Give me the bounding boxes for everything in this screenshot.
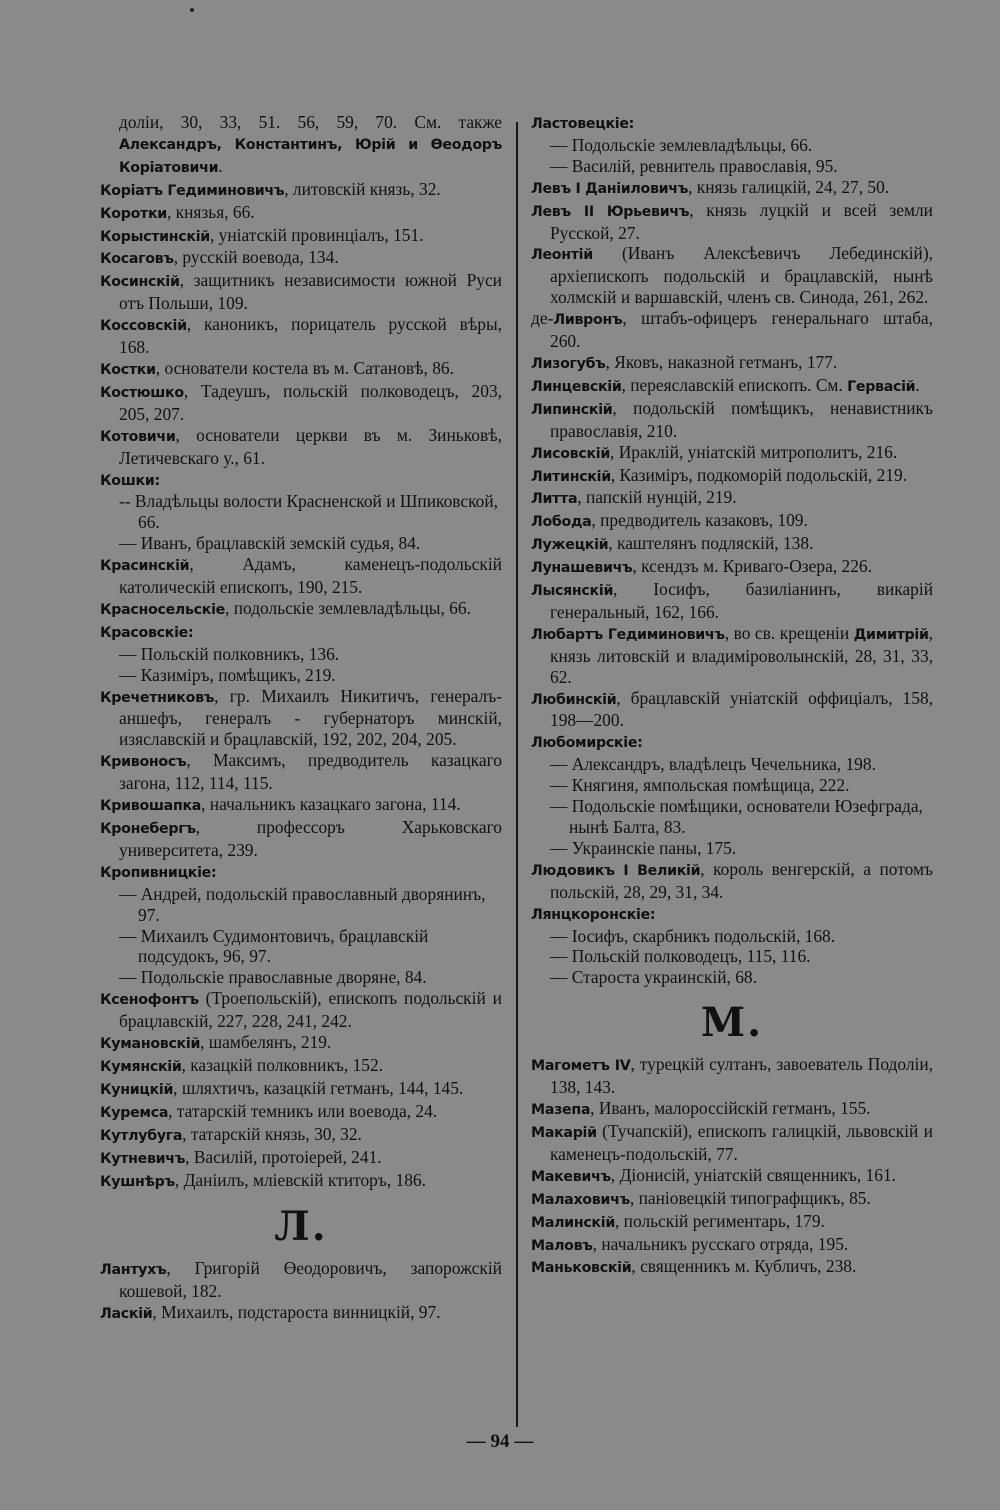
index-entry — [100, 686, 502, 751]
index-entry — [531, 352, 933, 375]
entry-text: , основатели костела въ м. Сатановѣ, 86. — [155, 357, 454, 378]
index-entry — [100, 554, 502, 598]
subentry: — Подольскіе землевладѣльцы, 66. — [550, 134, 813, 155]
subentry: — Василій, ревнитель православія, 95. — [550, 155, 838, 176]
index-entry — [531, 1256, 933, 1279]
index-entry — [100, 1032, 502, 1055]
entry-text: (Иванъ Алексѣевичъ Лебединскій), архіепископъ подольскій и брацлавскій, нынѣ холмскій и варшавскій, членъ св. Синода, 261, 262. — [550, 243, 933, 308]
index-entry — [100, 202, 502, 225]
entry-text: , ксендзъ м. Криваго-Озера, 226. — [632, 556, 872, 577]
entry-headword: Красинскій — [100, 558, 190, 575]
subentry: — Польскій полководецъ, 115, 116. — [550, 946, 811, 967]
subentry: — Иванъ, брацлавскій земскій судья, 84. — [119, 533, 421, 554]
entry-text: , литовскій князь, 32. — [284, 178, 441, 199]
subentry: — Польскій полковникъ, 136. — [119, 643, 340, 664]
entry-text: , каштелянъ подляскій, 138. — [608, 533, 814, 554]
entry-text: , татарскій князь, 30, 32. — [182, 1123, 362, 1144]
index-group — [100, 469, 502, 492]
entry-text: , Тадеушъ, польскій полководецъ, 203, 205, 207. — [119, 380, 502, 424]
entry-headword: Ливронъ — [553, 312, 623, 329]
index-group — [531, 112, 933, 135]
entry-text: , папскій нунцій, 219. — [577, 487, 737, 508]
index-entry — [100, 425, 502, 469]
entry-headword: Куремса — [100, 1104, 169, 1121]
entry-text: , брацлавскій уніатскій оффиціалъ, 158, 198—200. — [550, 687, 933, 731]
index-entry — [100, 1078, 502, 1101]
entry-headword: Липинскій — [531, 401, 613, 418]
entry-headword-secondary: Димитрій — [853, 626, 929, 643]
index-entry — [531, 859, 933, 903]
cross-reference: Александръ, Константинъ, Юрій и Өеодоръ Коріатовичи — [119, 136, 502, 176]
column-divider — [516, 122, 518, 1427]
entry-text: , предводитель казаковъ, 109. — [591, 510, 808, 531]
index-group — [531, 903, 933, 926]
entry-headword: Лобода — [531, 514, 592, 531]
subentry: -- Владѣльцы волости Красненской и Шпиковской, 66. — [119, 491, 499, 533]
index-entry — [531, 398, 933, 442]
index-entry — [531, 487, 933, 510]
index-group — [100, 621, 502, 644]
entry-text: , уніатскій провинціалъ, 151. — [209, 224, 424, 245]
subentry: — Михаилъ Судимонтовичъ, брацлавскій подсудокъ, 96, 97. — [119, 925, 429, 967]
index-entry — [531, 200, 933, 244]
entry-headword: Косаговъ — [100, 251, 174, 268]
index-entry — [100, 270, 502, 314]
index-entry — [100, 1170, 502, 1193]
entry-text: , Василій, протоіерей, 241. — [185, 1146, 382, 1167]
subentry: — Іосифъ, скарбникъ подольскій, 168. — [550, 925, 836, 946]
index-group — [100, 861, 502, 884]
entry-headword: Литинскій — [531, 468, 611, 485]
subentry-list — [100, 491, 502, 554]
entry-headword: Кошки: — [100, 472, 160, 489]
entry-headword: Красносельскіе — [100, 601, 226, 618]
index-entry — [100, 179, 502, 202]
index-entry — [531, 1211, 933, 1234]
entry-text: , король венгерскій, а потомъ польскій, 28, 29, 31, 34. — [550, 858, 933, 902]
entry-text: . — [218, 155, 223, 176]
entry-headword: Лысянскій — [531, 583, 614, 600]
entry-text: , шамбелянъ, 219. — [200, 1032, 332, 1053]
subentry: — Казиміръ, помѣщикъ, 219. — [119, 664, 336, 685]
subentry-list — [531, 926, 933, 989]
entry-headword: Куницкій — [100, 1081, 174, 1098]
entry-text: , казацкій полковникъ, 152. — [181, 1054, 384, 1075]
entry-text: , шляхтичъ, казацкій гетманъ, 144, 145. — [173, 1077, 464, 1098]
entry-headword: Любартъ Гедиминовичъ — [531, 626, 725, 643]
entry-headword: Лисовскій — [531, 445, 611, 462]
entry-headword: Маньковскій — [531, 1260, 632, 1277]
entry-text: (Тучапскій), епископъ галицкій, львовскій и каменецъ-подольскій, 77. — [550, 1120, 933, 1164]
subentry: — Андрей, подольскій православный дворянинъ, 97. — [119, 883, 486, 925]
entry-headword: Леонтій — [531, 247, 593, 264]
entry-headword: Лужецкій — [531, 537, 609, 554]
subentry: — Подольскіе православные дворяне, 84. — [119, 967, 427, 988]
index-entry — [531, 1234, 933, 1257]
entry-text: , защитникъ независимости южной Руси отъ Польши, 109. — [119, 270, 502, 314]
entry-text: , подольскіе землевладѣльцы, 66. — [225, 597, 471, 618]
entry-text: , священникъ м. Кубличъ, 238. — [631, 1256, 857, 1277]
subentry-list — [531, 754, 933, 859]
index-entry — [531, 243, 933, 308]
entry-headword: Кумянскій — [100, 1058, 182, 1075]
entry-headword: Левъ II Юрьевичъ — [531, 203, 690, 220]
entry-headword: Лянцкоронскіе: — [531, 906, 656, 923]
index-entry — [100, 1258, 502, 1302]
entry-text: , русскій воевода, 134. — [173, 247, 339, 268]
index-entry — [100, 750, 502, 794]
entry-text: , штабъ-офицеръ генеральнаго штаба, 260. — [550, 308, 933, 352]
entry-headword: Любомирскіе: — [531, 735, 643, 752]
entry-headword: Корыстинскій — [100, 228, 210, 245]
index-entry — [100, 598, 502, 621]
subentry: — Староста украинскій, 68. — [550, 967, 757, 988]
entry-headword: Ластовецкіе: — [531, 116, 635, 132]
entry-headword: Мазепа — [531, 1102, 591, 1119]
entry-text: , профессоръ Харьковскаго университета, 239. — [119, 817, 502, 860]
index-entry — [531, 1121, 933, 1165]
entry-headword: Косинскій — [100, 274, 180, 291]
index-entry — [100, 1055, 502, 1078]
entry-text: , Адамъ, каменецъ-подольскій католическій епископъ, 190, 215. — [119, 554, 502, 598]
entry-headword: Коссовскій — [100, 318, 187, 335]
entry-text: , татарскій темникъ или воевода, 24. — [168, 1100, 438, 1121]
index-entry — [531, 375, 933, 398]
entry-headword: Линцевскій — [531, 378, 622, 395]
entry-text: (Троепольскій), епископъ подольскій и брацлавскій, 227, 228, 241, 242. — [119, 988, 502, 1032]
entry-headword: Магометъ IV — [531, 1058, 631, 1075]
entry-headword: Макевичъ — [531, 1168, 611, 1185]
entry-headword: Лантухъ — [100, 1262, 167, 1279]
index-entry — [100, 1124, 502, 1147]
entry-text: , турецкій султанъ, завоеватель Подоліи, 138, 143. — [550, 1054, 933, 1098]
section-letter: Л. — [274, 1203, 328, 1251]
continued-entry — [100, 112, 502, 179]
entry-text: , князь галицкій, 24, 27, 50. — [688, 176, 890, 197]
entry-headword: Кривошапка — [100, 798, 202, 815]
entry-headword: Ласкій — [100, 1306, 153, 1323]
entry-headword: Коротки — [100, 205, 167, 222]
entry-headword: Лизогубъ — [531, 355, 606, 372]
index-entry — [100, 1101, 502, 1124]
speck-mark — [190, 8, 194, 12]
entry-headword: Кропивницкіе: — [100, 864, 217, 881]
subentry: — Украинскіе паны, 175. — [550, 837, 737, 858]
entry-headword: Кушнѣръ — [100, 1173, 175, 1190]
index-entry — [100, 817, 502, 861]
subentry: — Александръ, владѣлецъ Чечельника, 198. — [550, 754, 876, 775]
entry-prefix: де- — [531, 308, 554, 329]
left-column — [100, 112, 502, 1325]
entry-text: , гр. Михаилъ Никитичъ, генералъ-аншефъ, генералъ - губернаторъ минскій, изяславскій и брацлавскій, 192, 202, 204, 205. — [119, 685, 502, 750]
entry-headword: Лунашевичъ — [531, 560, 633, 577]
entry-headword: Кумановскій — [100, 1036, 201, 1053]
entry-headword: Людовикъ I Великій — [531, 862, 701, 879]
section-letter: М. — [700, 999, 764, 1047]
index-entry — [531, 308, 933, 352]
index-group — [531, 731, 933, 754]
index-entry — [100, 225, 502, 248]
index-entry — [531, 623, 933, 688]
subentry: — Подольскіе помѣщики, основатели Юзефграда, нынѣ Балта, 83. — [550, 796, 923, 837]
entry-text: , князь луцкій и всей земли Русской, 27. — [550, 199, 933, 243]
entry-text: , каноникъ, порицатель русской вѣры, 168. — [119, 314, 502, 358]
index-entry — [531, 1054, 933, 1098]
entry-headword: Левъ I Даніиловичъ — [531, 180, 689, 197]
index-entry — [531, 510, 933, 533]
entry-headword: Кронебергъ — [100, 821, 196, 837]
index-entry — [100, 988, 502, 1032]
entry-text: , начальникъ русскаго отряда, 195. — [592, 1233, 849, 1254]
entry-headword: Костки — [100, 361, 156, 378]
index-entry — [100, 794, 502, 817]
entry-text: . — [915, 374, 920, 395]
entry-text: , князья, 66. — [166, 201, 255, 222]
subentry: — Княгиня, ямпольская помѣщица, 222. — [550, 775, 850, 796]
index-entry — [531, 465, 933, 488]
index-entry — [100, 358, 502, 381]
index-entry — [531, 579, 933, 623]
entry-text: , Иванъ, малороссійскій гетманъ, 155. — [590, 1098, 871, 1119]
entry-headword: Коріатъ Гедиминовичъ — [100, 182, 285, 199]
entry-text: , Максимъ, предводитель казацкаго загона, 112, 114, 115. — [119, 750, 502, 794]
entry-text: , основатели церкви въ м. Зиньковѣ, Летичевскаго у., 61. — [119, 424, 502, 468]
index-entry — [531, 442, 933, 465]
entry-headword: Костюшко — [100, 384, 184, 401]
entry-headword: Ксенофонтъ — [100, 992, 199, 1009]
index-entry — [531, 533, 933, 556]
entry-text: , во св. крещеніи — [724, 622, 850, 643]
entry-text: , Михаилъ, подстароста винницкій, 97. — [152, 1302, 441, 1323]
entry-text: , Ираклій, уніатскій митрополитъ, 216. — [610, 441, 898, 462]
entry-text: доліи, 30, 33, 51. 56, 59, 70. См. также — [119, 112, 502, 132]
index-entry — [100, 1302, 502, 1325]
index-entry — [100, 314, 502, 358]
index-entry — [531, 1098, 933, 1121]
entry-headword: Кутневичъ — [100, 1150, 186, 1167]
entry-text: , начальникъ казацкаго загона, 114. — [201, 794, 461, 815]
entry-text: , переяславскій епископъ. См. — [621, 374, 843, 395]
index-entry — [531, 1165, 933, 1188]
entry-text: , польскій региментарь, 179. — [614, 1210, 825, 1231]
entry-headword: Литта — [531, 491, 578, 508]
entry-headword: Макарій — [531, 1124, 597, 1141]
entry-headword: Кривоносъ — [100, 754, 187, 771]
entry-headword: Красовскіе: — [100, 624, 194, 641]
entry-text: , подольскій помѣщикъ, ненавистникъ православія, 210. — [550, 397, 933, 441]
index-entry — [531, 177, 933, 200]
subentry-list — [100, 644, 502, 686]
index-entry — [100, 1147, 502, 1170]
entry-headword: Маловъ — [531, 1237, 593, 1254]
entry-text: , паніовецкій типографщикъ, 85. — [629, 1187, 871, 1208]
entry-text: , Казиміръ, подкоморій подольскій, 219. — [610, 464, 908, 485]
entry-headword-secondary: Гервасій — [847, 378, 916, 395]
index-entry — [531, 556, 933, 579]
entry-headword: Кречетниковъ — [100, 689, 215, 706]
right-column — [531, 112, 933, 1279]
index-entry — [531, 1188, 933, 1211]
entry-text: , Яковъ, наказной гетманъ, 177. — [605, 351, 838, 372]
entry-text: , князь литовскій и владиміроволынскій, 28, 31, 33, 62. — [550, 622, 933, 687]
index-entry — [531, 688, 933, 732]
subentry-list — [100, 884, 502, 989]
entry-headword: Котовичи — [100, 428, 176, 445]
index-entry — [100, 381, 502, 425]
entry-headword: Любинскій — [531, 691, 617, 708]
entry-text: , Іосифъ, базиліанинъ, викарій генеральный, 162, 166. — [550, 579, 933, 622]
entry-text: , Даніилъ, мліевскій ктиторъ, 186. — [174, 1169, 426, 1190]
page-number: — 94 — — [466, 1431, 534, 1452]
entry-headword: Малинскій — [531, 1214, 615, 1231]
entry-headword: Малаховичъ — [531, 1191, 630, 1208]
entry-text: , Діонисій, уніатскій священникъ, 161. — [610, 1164, 896, 1185]
index-entry — [100, 247, 502, 270]
subentry-list — [531, 135, 933, 177]
entry-headword: Кутлубуга — [100, 1127, 183, 1144]
entry-text: , Григорій Өеодоровичъ, запорожскій кошевой, 182. — [119, 1258, 502, 1302]
